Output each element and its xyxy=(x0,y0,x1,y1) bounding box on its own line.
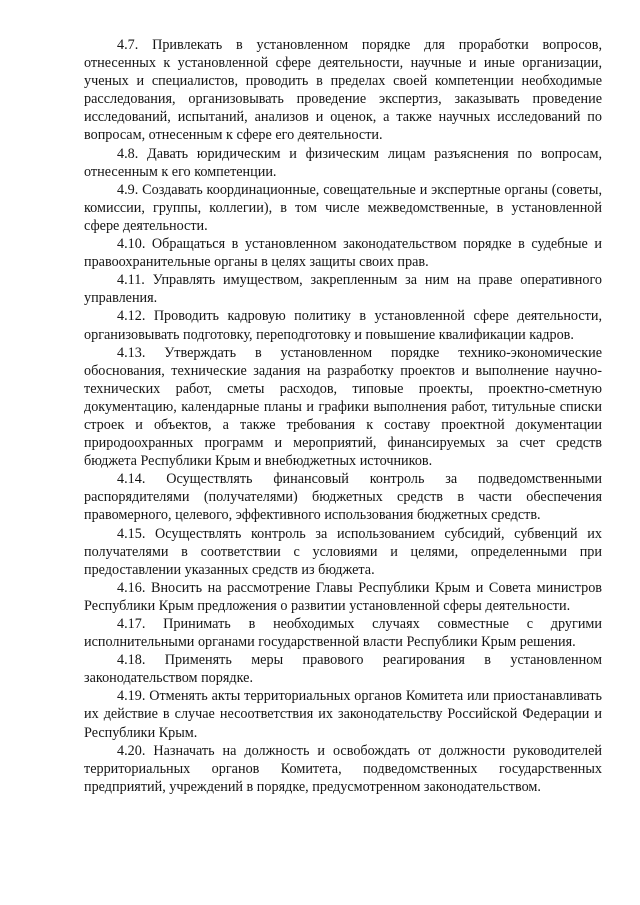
paragraph-4-17: 4.17. Принимать в необходимых случаях совместные с другими исполнительными органами государственной власти Республики Крым решения. xyxy=(84,616,602,651)
paragraph-4-18: 4.18. Применять меры правового реагирования в установленном законодательством порядке. xyxy=(84,652,602,687)
paragraph-4-13: 4.13. Утверждать в установленном порядке технико-экономические обоснования, технические задания на разработку проектов и выполнение научно-технических работ, сметы расходов, типовые проекты, проектно-сметную документацию, календарные планы и графики выполнения работ, титульные списки строек и объектов, а также требования к составу проектной документации природоохранных программ и мероприятий, финансируемых за счет средств бюджета Республики Крым и внебюджетных источников. xyxy=(84,344,602,470)
paragraph-4-10: 4.10. Обращаться в установленном законодательством порядке в судебные и правоохранительные органы в целях защиты своих прав. xyxy=(84,236,602,271)
paragraph-4-15: 4.15. Осуществлять контроль за использованием субсидий, субвенций их получателями в соответствии с условиями и целями, определенными при предоставлении указанных средств из бюджета. xyxy=(84,525,602,578)
paragraph-4-20: 4.20. Назначать на должность и освобождать от должности руководителей территориальных органов Комитета, подведомственных государственных предприятий, учреждений в порядке, предусмотренном законодательством. xyxy=(84,742,602,795)
paragraph-4-8: 4.8. Давать юридическим и физическим лицам разъяснения по вопросам, отнесенным к его компетенции. xyxy=(84,145,602,180)
paragraph-4-12: 4.12. Проводить кадровую политику в установленной сфере деятельности, организовывать подготовку, переподготовку и повышение квалификации кадров. xyxy=(84,308,602,343)
paragraph-4-11: 4.11. Управлять имуществом, закрепленным за ним на праве оперативного управления. xyxy=(84,272,602,307)
paragraph-4-7: 4.7. Привлекать в установленном порядке для проработки вопросов, отнесенных к установленной сфере деятельности, научные и иные организации, ученых и специалистов, проводить в пределах своей компетенции необходимые расследования, организовывать проведение экспертиз, заказывать проведение исследований, испытаний, анализов и оценок, а также научных исследований по вопросам, отнесенным к сфере его деятельности. xyxy=(84,37,602,144)
paragraph-4-9: 4.9. Создавать координационные, совещательные и экспертные органы (советы, комиссии, группы, коллегии), в том числе межведомственные, в установленной сфере деятельности. xyxy=(84,181,602,234)
paragraph-4-19: 4.19. Отменять акты территориальных органов Комитета или приостанавливать их действие в случае несоответствия их законодательству Российской Федерации и Республики Крым. xyxy=(84,688,602,741)
paragraph-4-14: 4.14. Осуществлять финансовый контроль за подведомственными распорядителями (получателями) бюджетных средств в части обеспечения правомерного, целевого, эффективного использования бюджетных средств. xyxy=(84,471,602,524)
paragraph-4-16: 4.16. Вносить на рассмотрение Главы Республики Крым и Совета министров Республики Крым предложения о развитии установленной сферы деятельности. xyxy=(84,579,602,614)
